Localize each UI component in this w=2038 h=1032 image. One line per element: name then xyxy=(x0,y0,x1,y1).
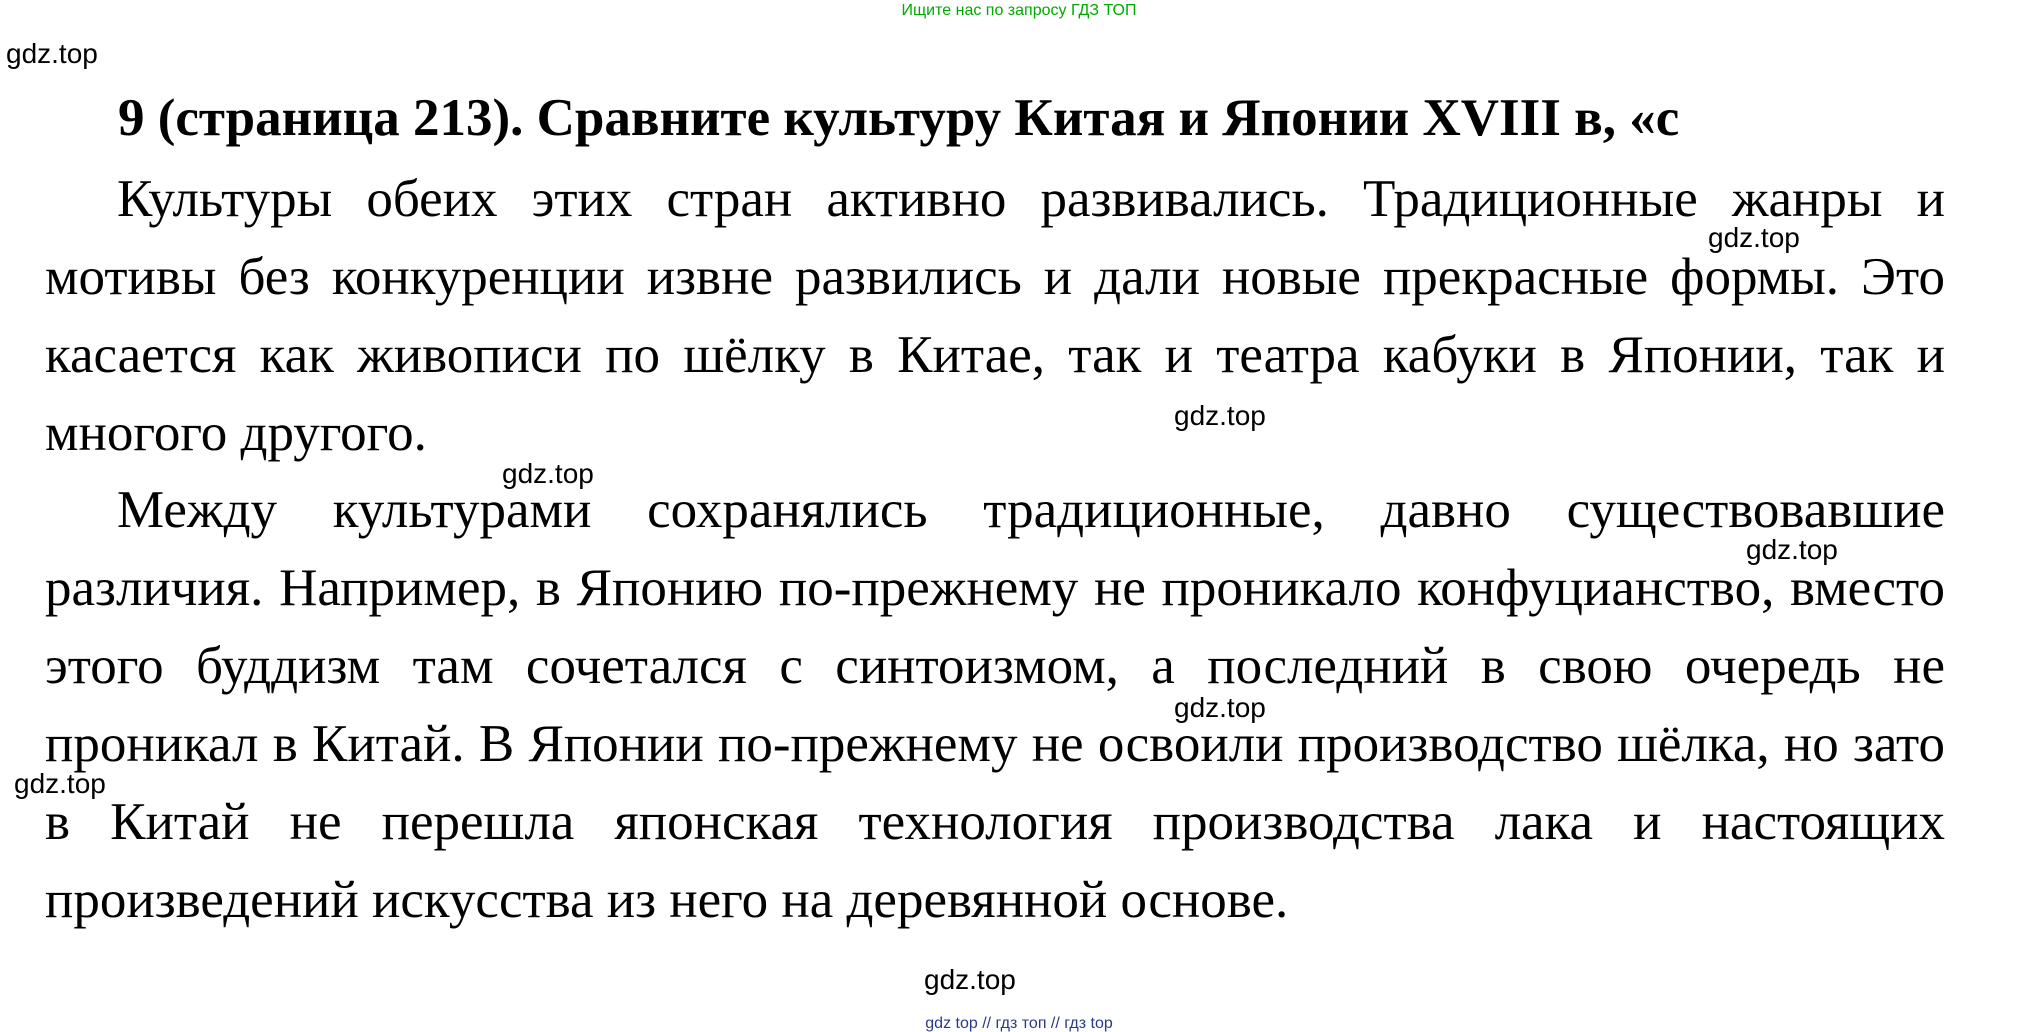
watermark: gdz.top xyxy=(1746,534,1838,565)
footer-watermark: gdz top // гдз топ // гдз top xyxy=(925,1015,1113,1032)
paragraph: Культуры обеих этих стран активно развивались. Традиционные жанры и мотивы без конкуренции извне развились и дали новые прекрасные формы. Это касается как живописи по шёлку в Китае, так и театра кабуки в Японии, так и многого другого. xyxy=(45,170,1945,462)
watermark: gdz.top xyxy=(1708,222,1800,253)
paragraph: Между культурами сохранялись традиционные, давно существовавшие различия. Например, в Японию по-прежнему не проникало конфуцианство, вместо этого буддизм там сочетался с синтоизмом, а последний в свою очередь не проникал в Китай. В Японии по-прежнему не освоили производство шёлка, но зато в Китай не перешла японская технология производства лака и настоящих произведений искусства из него на деревянной основе. xyxy=(45,481,1945,929)
watermark: gdz.top xyxy=(502,458,594,489)
page-title: 9 (страница 213). Сравните культуру Китая и Японии XVIII в, «с xyxy=(118,89,1680,147)
watermark: gdz.top xyxy=(1174,692,1266,723)
watermark: gdz.top xyxy=(1174,400,1266,431)
top-banner-link[interactable]: Ищите нас по запросу ГДЗ ТОП xyxy=(901,2,1137,19)
watermark: gdz.top xyxy=(924,964,1016,995)
watermark: gdz.top xyxy=(6,38,98,69)
watermark: gdz.top xyxy=(14,768,106,799)
